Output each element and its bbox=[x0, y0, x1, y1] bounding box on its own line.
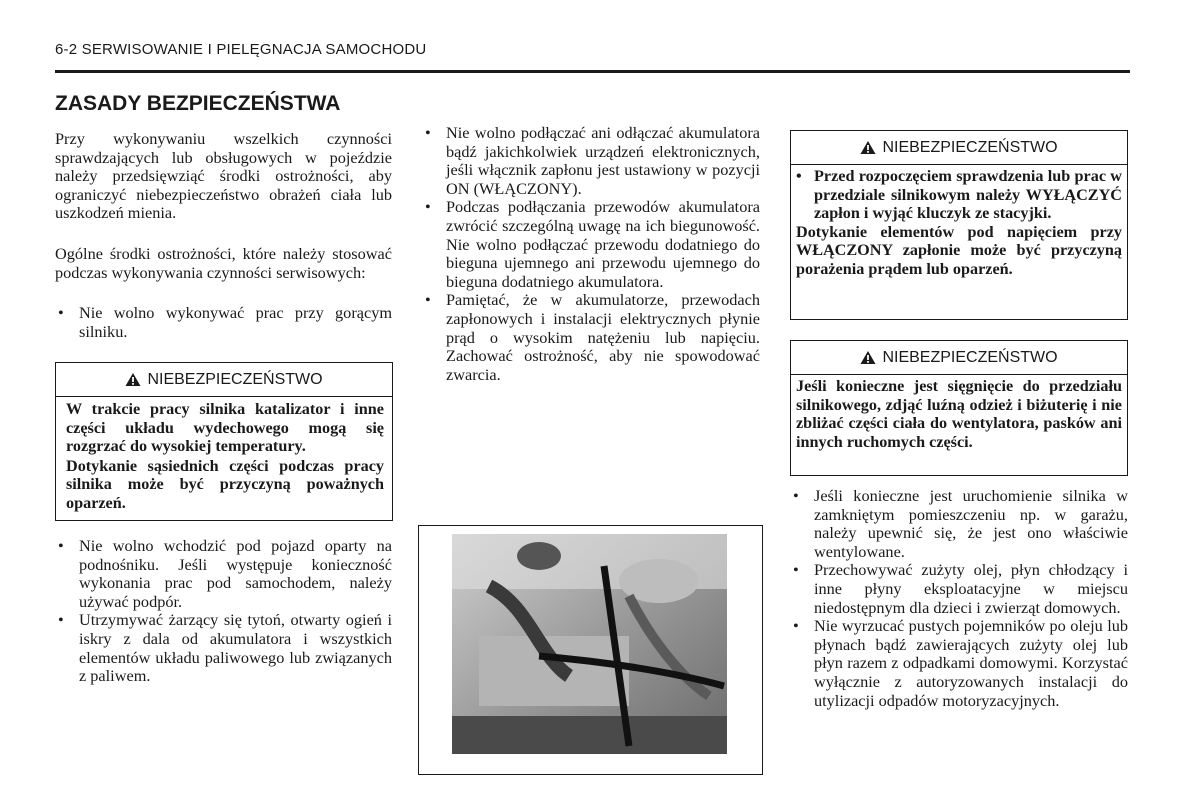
warning-text-2: Dotykanie sąsiednich części podczas pracy silnika może być przyczyną poważnych oparzeń. bbox=[66, 456, 384, 512]
warning-box-ignition bbox=[790, 130, 1128, 320]
bullet-list-col3 bbox=[790, 487, 1128, 710]
warning-triangle-icon bbox=[860, 350, 876, 365]
list-item: • Nie wolno podłączać ani odłączać akumulatora bądź jakichkolwiek urządzeń elektronicznych, jeśli włącznik zapłonu jest ustawiony w pozycji ON (WŁĄCZONY). bbox=[425, 123, 760, 198]
warning-triangle-icon bbox=[125, 372, 141, 387]
page-header: 6-2 SERWISOWANIE I PIELĘGNACJA SAMOCHODU bbox=[55, 41, 427, 58]
list-item: • Nie wolno wykonywać prac przy gorącym silniku. bbox=[58, 303, 392, 341]
list-item: • Pamiętać, że w akumulatorze, przewodach zapłonowych i instalacji elektrycznych płynie prąd o wysokim natężeniu lub napięciu. Zachować ostrożność, aby nie spowodować zwarcia. bbox=[425, 290, 760, 384]
intro-paragraph: Przy wykonywaniu wszelkich czynności sprawdzających lub obsługowych w pojeździe należy przedsięwziąć środki ostrożności, aby ograniczyć niebezpieczeństwo obrażeń ciała lub uszkodzeń mienia. bbox=[55, 129, 392, 223]
list-item: • Jeśli konieczne jest uruchomienie silnika w zamkniętym pomieszczeniu np. w garażu, należy upewnić się, że jest ono właściwie wentylowane. bbox=[793, 486, 1128, 561]
warning-text-1: W trakcie pracy silnika katalizator i inne części układu wydechowego mogą się rozgrzać do wysokiej temperatury. bbox=[66, 400, 384, 456]
warning-heading: NIEBEZPIECZEŃSTWO bbox=[56, 363, 392, 397]
bullet-list-top bbox=[55, 304, 392, 341]
engine-bay-figure bbox=[418, 525, 763, 775]
warning-heading: NIEBEZPIECZEŃSTWO bbox=[791, 131, 1127, 165]
section-title: ZASADY BEZPIECZEŃSTWA bbox=[55, 92, 341, 115]
warning-text-1: Jeśli konieczne jest sięgnięcie do przedziału silnikowego, zdjąć luźną odzież i biżuterię i nie zbliżać części ciała do wentylatora, pasków ani innych ruchomych części. bbox=[796, 377, 1122, 451]
general-paragraph: Ogólne środki ostrożności, które należy stosować podczas wykonywania czynności serwisowych: bbox=[55, 244, 392, 282]
warning-triangle-icon bbox=[860, 140, 876, 155]
list-item: • Nie wyrzucać pustych pojemników po oleju lub płynach bądź zawierających zużyty olej lub płyn razem z odpadkami domowymi. Korzystać wyłącznie z autoryzowanych instalacji do utylizacji odpadów motoryzacyjnych. bbox=[793, 616, 1128, 710]
warning-heading: NIEBEZPIECZEŃSTWO bbox=[791, 341, 1127, 375]
warning-box-catalyst bbox=[55, 362, 393, 521]
list-item: • Przechowywać zużyty olej, płyn chłodzący i inne płyny eksploatacyjne w miejscu niedostępnym dla dzieci i zwierząt domowych. bbox=[793, 560, 1128, 617]
list-item: • Podczas podłączania przewodów akumulatora zwrócić szczególną uwagę na ich biegunowość. Nie wolno podłączać przewodu dodatniego do bieguna ujemnego ani przewodu ujemnego do bieguna dodatniego akumulatora. bbox=[425, 197, 760, 291]
list-item: • Nie wolno wchodzić pod pojazd oparty na podnośniku. Jeśli występuje konieczność wykonania prac pod samochodem, należy używać podpór. bbox=[58, 536, 392, 611]
bullet-list-col2 bbox=[422, 124, 760, 384]
warning-bullet: • Przed rozpoczęciem sprawdzenia lub prac w przedziale silnikowym należy WYŁĄCZYĆ zapłon i wyjąć kluczyk ze stacyjki. bbox=[796, 167, 1122, 223]
list-item: • Utrzymywać żarzący się tytoń, otwarty ogień i iskry z dala od akumulatora i wszystkich elementów układu paliwowego lub związanych z paliwem. bbox=[58, 610, 392, 686]
header-rule bbox=[55, 70, 1130, 73]
warning-text-2: Dotykanie elementów pod napięciem przy WŁĄCZONY zapłonie może być przyczyną porażenia prądem lub oparzeń. bbox=[796, 222, 1122, 278]
bullet-list-bottom bbox=[55, 537, 392, 686]
engine-bay-photo bbox=[419, 526, 761, 773]
warning-box-moving-parts bbox=[790, 340, 1128, 476]
